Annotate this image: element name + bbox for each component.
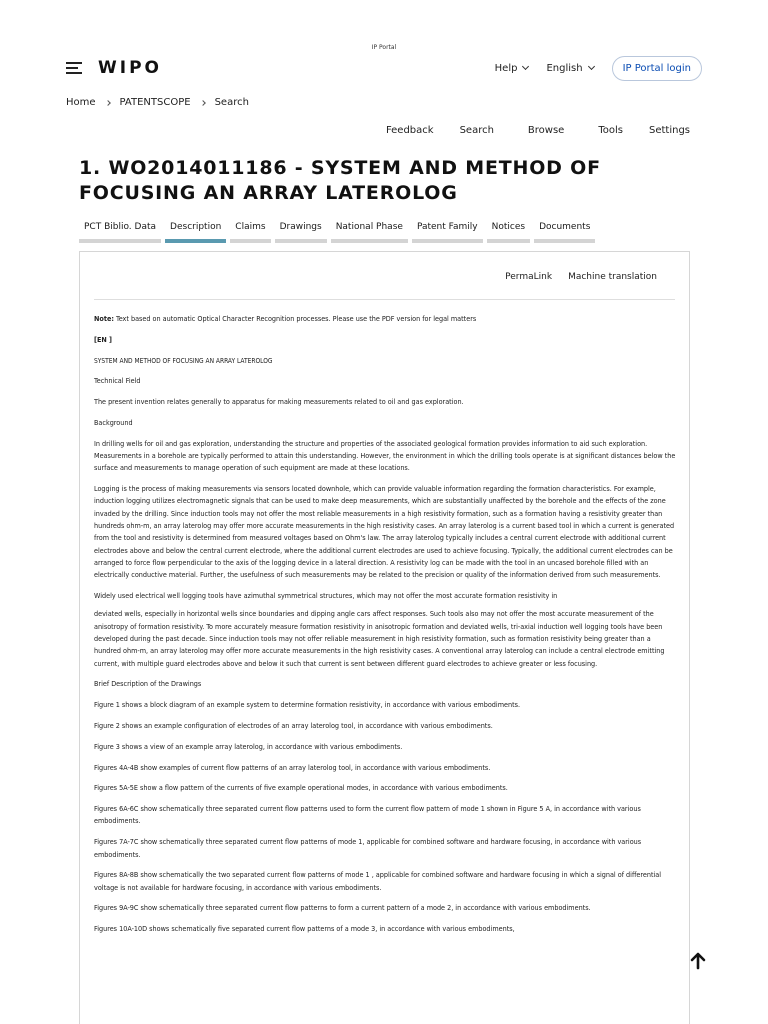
note-label: Note: xyxy=(94,314,114,323)
machine-translation-link[interactable]: Machine translation xyxy=(568,272,657,282)
header-actions xyxy=(495,56,702,81)
chevron-down-icon xyxy=(588,63,595,70)
description-text xyxy=(94,313,676,944)
tab-drawings[interactable]: Drawings xyxy=(275,222,327,243)
language-tag: [EN ] xyxy=(94,334,112,344)
description-actions xyxy=(505,272,657,282)
paragraph: In drilling wells for oil and gas exploration, understanding the structure and properties of the associated geological formation provides information to aid such exploration. Measurements in a borehole are typically performed to attain this understanding. However, the environment in which the drilling tools operate is at significant distances below the surface and measurements to manage operation of such equipment are made at these locations. xyxy=(94,438,676,473)
menu-icon[interactable] xyxy=(66,62,82,74)
description-title: SYSTEM AND METHOD OF FOCUSING AN ARRAY LATEROLOG xyxy=(94,356,273,365)
figure-description: Figure 3 shows a view of an example array laterolog, in accordance with various embodiments. xyxy=(94,741,403,751)
paragraph: Widely used electrical well logging tools have azimuthal symmetrical structures, which may not offer the most accurate formation resistivity in xyxy=(94,591,558,601)
tab-pct-biblio-data[interactable]: PCT Biblio. Data xyxy=(79,222,161,243)
tab-claims[interactable]: Claims xyxy=(230,222,270,243)
site-header xyxy=(66,54,702,82)
tab-patent-family[interactable]: Patent Family xyxy=(412,222,483,243)
figure-description: Figures 5A-5E show a flow pattern of the currents of five example operational modes, in accordance with various embodiments. xyxy=(94,783,508,793)
document-tabs xyxy=(79,222,595,243)
figure-description: Figures 6A-6C show schematically three separated current flow patterns used to form the current flow pattern of mode 1 shown in Figure 5 A, in accordance with various embodiments. xyxy=(94,804,641,826)
figure-description: Figure 2 shows an example configuration of electrodes of an array laterolog tool, in accordance with various embodiments. xyxy=(94,720,493,730)
paragraph: deviated wells, especially in horizontal wells since boundaries and dipping angle cars affect responses. Such tools also may not offer the most accurate measurement of the anisotropy of formation resistivity. To more accurately measure formation resistivity in anisotropic formation and deviated wells, tri-axial induction well logging tools have been developed during the past decade. Since induction tools may not offer reliable measurement in high resistivity formation, such as formation resistivity being greater than a hundred ohm-m, an array laterolog may offer more accurate measurements in the high resistivity cases. A conventional array laterolog can include a central electrode emitting current, with multiple guard electrodes above and below it such that current is sent between different guard electrodes to achieve greater or less focusing. xyxy=(94,609,665,668)
help-label: Help xyxy=(494,62,518,74)
toolbar-search[interactable]: Search xyxy=(459,125,494,136)
breadcrumb-search[interactable]: Search xyxy=(214,97,249,108)
ip-portal-label: IP Portal xyxy=(371,44,397,51)
chevron-down-icon xyxy=(522,63,529,70)
section-heading: Technical Field xyxy=(94,376,141,386)
tab-notices[interactable]: Notices xyxy=(487,222,530,243)
tab-documents[interactable]: Documents xyxy=(534,222,595,243)
figure-description: Figures 9A-9C show schematically three separated current flow patterns to form a current pattern of a mode 2, in accordance with various embodiments. xyxy=(94,903,591,913)
paragraph: The present invention relates generally to apparatus for making measurements related to oil and gas exploration. xyxy=(94,397,464,407)
breadcrumb xyxy=(66,97,249,108)
figure-description: Figures 8A-8B show schematically the two separated current flow patterns of mode 1 , applicable for combined software and hardware focusing in which a signal of differential voltage is not available for hardware focusing, in accordance with various embodiments. xyxy=(94,870,662,892)
divider xyxy=(94,299,675,300)
breadcrumb-home[interactable]: Home xyxy=(66,97,96,108)
arrow-up-icon xyxy=(688,951,708,971)
language-label: English xyxy=(546,62,583,74)
ocr-note xyxy=(94,313,676,325)
section-heading: Background xyxy=(94,417,133,427)
ip-portal-login-button[interactable]: IP Portal login xyxy=(612,56,702,81)
language-dropdown[interactable] xyxy=(546,63,593,74)
tab-description[interactable]: Description xyxy=(165,222,226,243)
paragraph: Logging is the process of making measurements via sensors located downhole, which can provide valuable information regarding the formation characteristics. For example, induction logging utilizes electromagnetic signals that can be used to make deep measurements, which are substantially unaffected by the borehole and the effects of the zone invaded by the drilling. Since induction tools may not offer the most reliable measurements in a high resistivity formation, such as a formation having a resistivity greater than hundreds ohm-m, an array laterolog may offer more accurate measurements in the high resistivity cases. An array laterolog is a current based tool in which a current is generated from the tool and resistivity is determined from measured voltages based on Ohm's law. The array laterolog typically includes a central current electrode with additional current electrodes above and below the central current electrode, where the additional current electrodes are used to achieve focusing. Typically, the additional current electrodes can be arranged to force flow perpendicular to the axis of the logging device in a lateral direction. A resistivity log can be made with the tool in an uncased borehole filled with an electrically conductive material. Further, the usefulness of such measurements may be related to the precision or quality of the information derived from such measurements. xyxy=(94,484,675,580)
chevron-right-icon xyxy=(105,100,111,106)
description-panel xyxy=(79,251,690,1024)
page-title: 1. WO2014011186 - SYSTEM AND METHOD OF FOCUSING AN ARRAY LATEROLOG xyxy=(79,157,601,204)
chevron-right-icon xyxy=(200,100,206,106)
toolbar-browse[interactable]: Browse xyxy=(527,125,565,136)
permalink-link[interactable]: PermaLink xyxy=(505,272,553,282)
note-text: Text based on automatic Optical Character Recognition processes. Please use the PDF version for legal matters xyxy=(113,314,477,323)
figure-description: Figures 7A-7C show schematically three separated current flow patterns of mode 1, applicable for combined software and hardware focusing, in accordance with various embodiments. xyxy=(94,837,642,859)
help-dropdown[interactable] xyxy=(495,63,529,74)
figure-description: Figure 1 shows a block diagram of an example system to determine formation resistivity, in accordance with various embodiments. xyxy=(94,700,521,710)
patentscope-toolbar xyxy=(386,125,690,136)
breadcrumb-patentscope[interactable]: PATENTSCOPE xyxy=(119,97,191,108)
toolbar-tools[interactable]: Tools xyxy=(598,125,623,136)
toolbar-settings[interactable]: Settings xyxy=(648,125,690,136)
toolbar-feedback[interactable]: Feedback xyxy=(385,125,434,136)
scroll-to-top-button[interactable] xyxy=(688,951,708,971)
tab-national-phase[interactable]: National Phase xyxy=(331,222,408,243)
section-heading: Brief Description of the Drawings xyxy=(94,679,202,689)
figure-description: Figures 4A-4B show examples of current flow patterns of an array laterolog tool, in accordance with various embodiments. xyxy=(94,762,491,772)
figure-description: Figures 10A-10D shows schematically five separated current flow patterns of a mode 3, in accordance with various embodiments, xyxy=(94,924,515,934)
wipo-logo[interactable]: WIPO xyxy=(98,58,162,78)
